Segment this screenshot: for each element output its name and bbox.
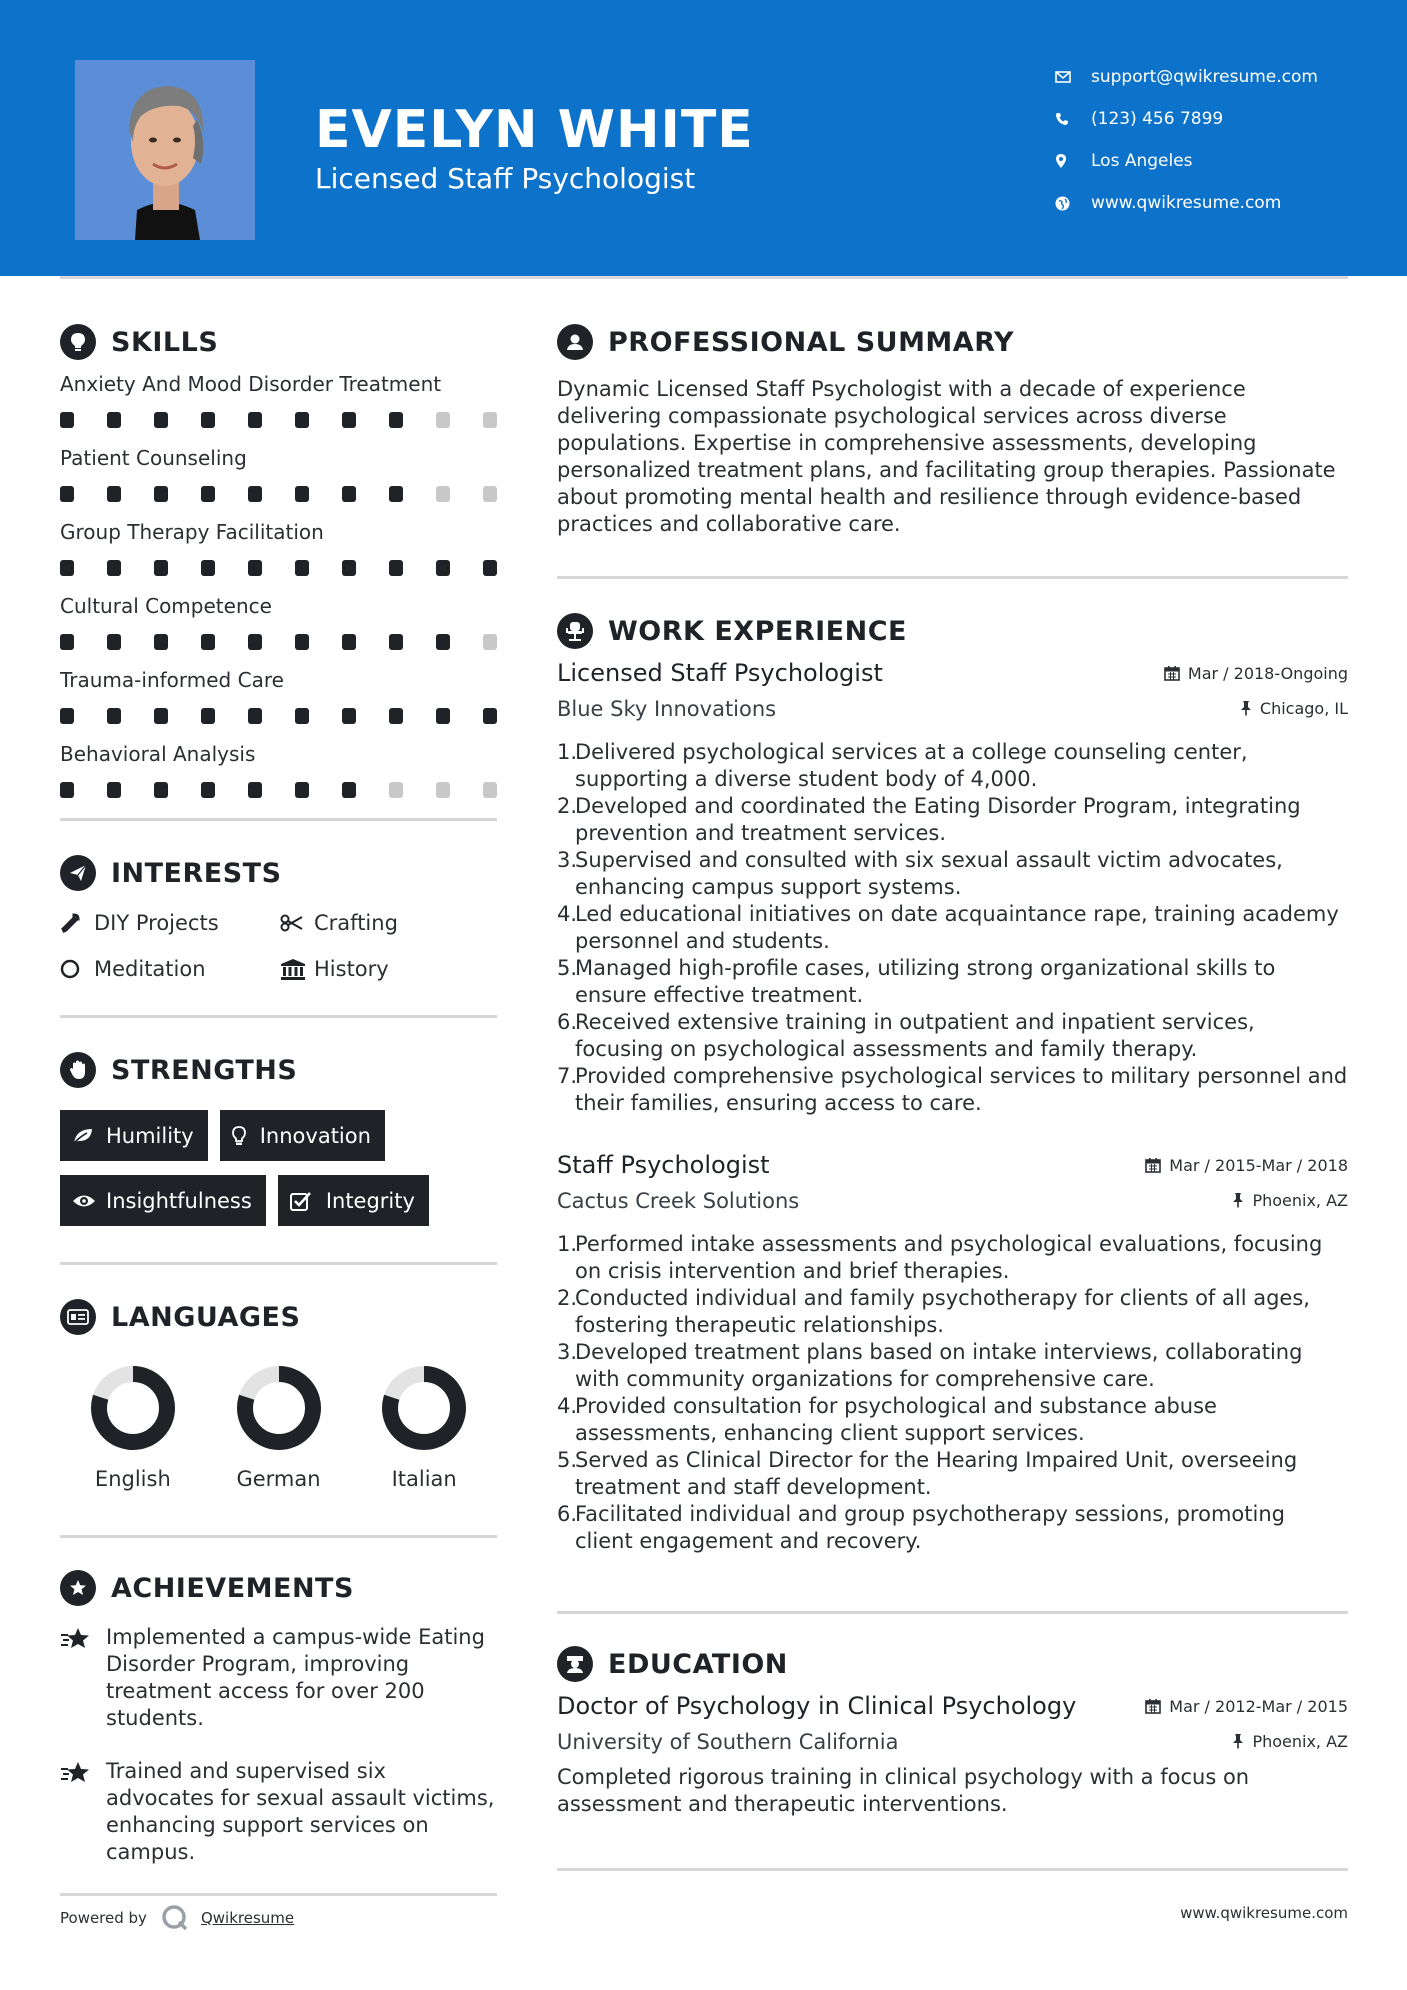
skill-dot-filled — [60, 634, 74, 650]
job-bullet: Developed treatment plans based on intake interviews, collaborating with community organizations for comprehensive care. — [575, 1340, 1303, 1391]
bank-icon — [280, 958, 314, 980]
skill-item — [60, 594, 497, 650]
job-location-text: Phoenix, AZ — [1252, 1190, 1348, 1210]
wrench-icon — [60, 913, 94, 933]
phone-icon — [1055, 112, 1091, 126]
skill-name: Patient Counseling — [60, 446, 247, 470]
profile-photo — [75, 60, 255, 240]
job-bullet: Served as Clinical Director for the Hearing Impaired Unit, overseeing treatment and staff development. — [575, 1448, 1298, 1499]
skill-dot-filled — [295, 560, 309, 576]
job-bullet: Conducted individual and family psychotherapy for clients of all ages, fostering therapeutic relationships. — [575, 1286, 1310, 1337]
skill-name: Anxiety And Mood Disorder Treatment — [60, 372, 442, 396]
skill-dot-filled — [107, 560, 121, 576]
skill-dot-filled — [201, 708, 215, 724]
skill-dot-filled — [201, 412, 215, 428]
qwikresume-link[interactable]: Qwikresume — [200, 1909, 295, 1927]
skill-dot-filled — [342, 634, 356, 650]
section-divider — [557, 576, 1348, 579]
skill-dot-filled — [295, 412, 309, 428]
skill-dot-filled — [60, 782, 74, 798]
skill-dot-filled — [342, 560, 356, 576]
skill-dot-filled — [201, 560, 215, 576]
section-divider — [557, 1868, 1348, 1871]
skill-item — [60, 742, 497, 798]
job-company: Cactus Creek Solutions — [557, 1189, 800, 1213]
strength-label: Insightfulness — [106, 1188, 252, 1213]
language-donut — [381, 1365, 467, 1451]
job-bullet: Facilitated individual and group psychotherapy sessions, promoting client engagement and recovery. — [575, 1502, 1285, 1553]
skill-dot-filled — [248, 782, 262, 798]
job-bullet: Led educational initiatives on date acquaintance rape, training academy personnel and students. — [575, 902, 1339, 953]
education-header — [557, 1692, 1348, 1720]
job-entry — [557, 1151, 1348, 1555]
job-subheader — [557, 697, 1348, 721]
section-divider — [60, 818, 497, 821]
header-divider — [60, 276, 1348, 279]
strength-label: Integrity — [325, 1188, 415, 1213]
skill-dot-empty — [483, 486, 497, 502]
job-title: Staff Psychologist — [557, 1151, 770, 1179]
contact-website-text: www.qwikresume.com — [1091, 193, 1282, 213]
contact-location-text: Los Angeles — [1091, 151, 1193, 171]
language-donut — [90, 1365, 176, 1451]
education-subheader — [557, 1730, 1348, 1754]
skill-dot-filled — [154, 634, 168, 650]
strengths-list — [60, 1110, 497, 1226]
strengths-title: STRENGTHS — [111, 1054, 298, 1086]
education-description: Completed rigorous training in clinical psychology with a focus on assessment and therapeutic interventions. — [557, 1765, 1250, 1816]
candidate-title: Licensed Staff Psychologist — [315, 162, 696, 195]
section-divider — [60, 1015, 497, 1018]
job-responsibilities — [557, 1231, 1348, 1555]
skill-dot-filled — [60, 560, 74, 576]
job-bullet: Performed intake assessments and psychological evaluations, focusing on crisis intervention and brief therapies. — [575, 1232, 1323, 1283]
skill-dot-filled — [248, 486, 262, 502]
language-label: Italian — [391, 1467, 457, 1491]
skill-dot-filled — [436, 560, 450, 576]
job-subheader — [557, 1189, 1348, 1213]
achievement-text: Implemented a campus-wide Eating Disorder Program, improving treatment access for over 200 students. — [106, 1625, 485, 1730]
skill-dot-filled — [389, 634, 403, 650]
skill-dot-filled — [342, 708, 356, 724]
achievement-text: Trained and supervised six advocates for sexual assault victims, enhancing support services on campus. — [106, 1759, 495, 1864]
job-dates-text: Mar / 2018-Ongoing — [1187, 663, 1348, 683]
skill-dot-filled — [154, 782, 168, 798]
job-header — [557, 1151, 1348, 1179]
contact-email-text: support@qwikresume.com — [1091, 67, 1318, 87]
skill-dot-filled — [201, 486, 215, 502]
skill-dot-filled — [483, 560, 497, 576]
interest-label: DIY Projects — [94, 911, 219, 935]
job-responsibilities — [557, 739, 1348, 1117]
strength-badge — [220, 1110, 385, 1161]
contact-website[interactable] — [1055, 182, 1385, 224]
right-column — [557, 320, 1348, 1871]
skills-title: SKILLS — [111, 326, 219, 358]
skill-rating — [60, 412, 497, 428]
education-title: EDUCATION — [608, 1648, 788, 1680]
calendar-icon — [1164, 665, 1180, 681]
job-company: Blue Sky Innovations — [557, 697, 777, 721]
job-bullet: Delivered psychological services at a college counseling center, supporting a diverse student body of 4,000. — [575, 740, 1248, 791]
strength-badge — [278, 1175, 429, 1226]
skill-dot-empty — [389, 782, 403, 798]
skill-dot-filled — [389, 412, 403, 428]
user-icon — [557, 324, 593, 360]
degree-title: Doctor of Psychology in Clinical Psychology — [557, 1692, 1077, 1720]
experience-title: WORK EXPERIENCE — [608, 615, 907, 647]
language-donut — [236, 1365, 322, 1451]
resume-header — [0, 0, 1407, 276]
powered-by — [60, 1904, 294, 1932]
strength-badge — [60, 1175, 266, 1226]
skill-name: Cultural Competence — [60, 594, 272, 618]
strength-badge — [60, 1110, 208, 1161]
skill-dot-empty — [436, 782, 450, 798]
skill-dot-filled — [154, 708, 168, 724]
skill-dot-filled — [60, 486, 74, 502]
skill-item — [60, 520, 497, 576]
strength-label: Humility — [106, 1123, 194, 1148]
star-icon — [60, 1758, 106, 1866]
achievement-item — [60, 1624, 497, 1732]
hand-icon — [60, 1052, 96, 1088]
circle-icon — [60, 959, 94, 979]
skill-dot-filled — [483, 708, 497, 724]
summary-heading — [557, 320, 1348, 364]
skill-dot-filled — [248, 412, 262, 428]
skill-dot-filled — [107, 412, 121, 428]
check-square-icon — [290, 1191, 326, 1211]
skill-dot-filled — [107, 486, 121, 502]
language-item — [351, 1365, 497, 1491]
job-dates — [1164, 664, 1348, 683]
languages-list — [60, 1365, 497, 1491]
achievements-heading — [60, 1566, 497, 1610]
education-heading — [557, 1642, 1348, 1686]
job-bullet: Supervised and consulted with six sexual assault victim advocates, enhancing campus support systems. — [575, 848, 1283, 899]
calendar-icon — [1145, 1698, 1161, 1714]
contact-location — [1055, 140, 1385, 182]
job-bullet: Developed and coordinated the Eating Disorder Program, integrating prevention and treatment services. — [575, 794, 1301, 845]
skill-rating — [60, 708, 497, 724]
contact-phone-text: (123) 456 7899 — [1091, 109, 1224, 129]
interests-heading — [60, 851, 497, 895]
skill-dot-empty — [483, 412, 497, 428]
skill-item — [60, 668, 497, 724]
skills-heading — [60, 320, 497, 364]
contact-phone[interactable] — [1055, 98, 1385, 140]
skill-dot-filled — [60, 708, 74, 724]
pushpin-icon — [1240, 700, 1252, 716]
map-pin-icon — [1055, 153, 1091, 169]
skill-dot-filled — [295, 634, 309, 650]
calendar-icon — [1145, 1157, 1161, 1173]
job-bullet: Provided consultation for psychological and substance abuse assessments, enhancing client support services. — [575, 1394, 1217, 1445]
skill-dot-filled — [436, 634, 450, 650]
job-location-text: Chicago, IL — [1259, 698, 1348, 718]
skills-list — [60, 372, 497, 798]
candidate-name: EVELYN WHITE — [315, 100, 754, 160]
lightbulb-icon — [60, 324, 96, 360]
education-dates — [1145, 1697, 1348, 1716]
language-label: German — [236, 1467, 321, 1491]
interest-label: Meditation — [94, 957, 206, 981]
interest-item — [280, 911, 497, 935]
skill-dot-filled — [154, 560, 168, 576]
job-location — [1240, 699, 1348, 718]
education-location — [1232, 1732, 1348, 1751]
skill-dot-filled — [295, 708, 309, 724]
job-header — [557, 659, 1348, 687]
contact-email[interactable] — [1055, 56, 1385, 98]
skill-item — [60, 372, 497, 428]
interest-item — [60, 957, 280, 981]
qwikresume-logo-icon — [161, 1904, 189, 1932]
skill-dot-empty — [436, 412, 450, 428]
interest-label: History — [314, 957, 389, 981]
interests-title: INTERESTS — [111, 857, 282, 889]
skill-dot-filled — [248, 560, 262, 576]
footer-website-link[interactable]: www.qwikresume.com — [1180, 1904, 1348, 1922]
strength-label: Innovation — [259, 1123, 371, 1148]
job-entry — [557, 659, 1348, 1117]
skill-dot-filled — [248, 634, 262, 650]
job-title: Licensed Staff Psychologist — [557, 659, 883, 687]
interest-item — [280, 957, 497, 981]
skill-rating — [60, 560, 497, 576]
job-location — [1232, 1191, 1348, 1210]
id-card-icon — [60, 1299, 96, 1335]
job-dates-text: Mar / 2015-Mar / 2018 — [1169, 1155, 1348, 1175]
skill-dot-filled — [342, 782, 356, 798]
summary-title: PROFESSIONAL SUMMARY — [608, 326, 1015, 358]
skill-dot-filled — [201, 782, 215, 798]
skill-name: Trauma-informed Care — [60, 668, 284, 692]
section-divider — [557, 1611, 1348, 1614]
office-chair-icon — [557, 613, 593, 649]
languages-heading — [60, 1295, 497, 1339]
job-bullet: Received extensive training in outpatient and inpatient services, focusing on psychological assessments and family therapy. — [575, 1010, 1255, 1061]
envelope-icon — [1055, 71, 1091, 83]
interest-label: Crafting — [314, 911, 398, 935]
skill-dot-filled — [389, 708, 403, 724]
achievements-list — [60, 1624, 497, 1866]
skill-dot-filled — [201, 634, 215, 650]
skill-dot-filled — [154, 486, 168, 502]
skill-dot-filled — [389, 560, 403, 576]
star-icon — [60, 1624, 106, 1732]
skill-rating — [60, 782, 497, 798]
scissors-icon — [280, 914, 314, 932]
skill-dot-filled — [60, 412, 74, 428]
job-bullet: Provided comprehensive psychological services to military personnel and their families, ensuring access to care. — [575, 1064, 1348, 1115]
language-label: English — [94, 1467, 171, 1491]
interest-item — [60, 911, 280, 935]
skill-dot-filled — [342, 412, 356, 428]
school-name: University of Southern California — [557, 1730, 899, 1754]
education-entry — [557, 1692, 1348, 1818]
skill-dot-filled — [107, 708, 121, 724]
pushpin-icon — [1232, 1733, 1244, 1749]
skill-rating — [60, 486, 497, 502]
left-column — [60, 320, 497, 1866]
leaf-icon — [72, 1127, 106, 1145]
skill-name: Group Therapy Facilitation — [60, 520, 324, 544]
strengths-heading — [60, 1048, 497, 1092]
star-badge-icon — [60, 1570, 96, 1606]
contact-list — [1055, 56, 1385, 224]
skill-dot-empty — [436, 486, 450, 502]
education-location-text: Phoenix, AZ — [1252, 1731, 1348, 1751]
skill-dot-filled — [342, 486, 356, 502]
skill-dot-filled — [295, 782, 309, 798]
skill-item — [60, 446, 497, 502]
skill-dot-filled — [436, 708, 450, 724]
skill-dot-filled — [107, 634, 121, 650]
job-bullet: Managed high-profile cases, utilizing strong organizational skills to ensure effective treatment. — [575, 956, 1276, 1007]
skill-dot-filled — [107, 782, 121, 798]
skill-name: Behavioral Analysis — [60, 742, 256, 766]
skill-dot-empty — [483, 782, 497, 798]
paper-plane-icon — [60, 855, 96, 891]
section-divider — [60, 1262, 497, 1265]
languages-title: LANGUAGES — [111, 1301, 301, 1333]
lightbulb-icon — [232, 1126, 260, 1146]
pushpin-icon — [1232, 1192, 1244, 1208]
skill-dot-filled — [295, 486, 309, 502]
summary-text: Dynamic Licensed Staff Psychologist with a decade of experience delivering compassionate psychological services across diverse populations. Expertise in comprehensive assessments, developing personalized treatment plans, and facilitating group therapies. Passionate about promoting mental health and resilience through evidence-based practices and collaborative care. — [557, 377, 1336, 536]
language-item — [60, 1365, 206, 1491]
skill-dot-filled — [389, 486, 403, 502]
eye-icon — [72, 1193, 106, 1209]
language-item — [206, 1365, 352, 1491]
achievement-item — [60, 1758, 497, 1866]
skill-rating — [60, 634, 497, 650]
footer-divider — [60, 1893, 497, 1896]
achievements-title: ACHIEVEMENTS — [111, 1572, 354, 1604]
education-dates-text: Mar / 2012-Mar / 2015 — [1169, 1696, 1348, 1716]
section-divider — [60, 1535, 497, 1538]
skill-dot-filled — [248, 708, 262, 724]
globe-icon — [1055, 196, 1091, 211]
experience-heading — [557, 609, 1348, 653]
interests-list — [60, 911, 497, 981]
powered-by-label: Powered by — [60, 1909, 147, 1927]
skill-dot-filled — [154, 412, 168, 428]
graduate-icon — [557, 1646, 593, 1682]
job-dates — [1145, 1156, 1348, 1175]
skill-dot-empty — [483, 634, 497, 650]
